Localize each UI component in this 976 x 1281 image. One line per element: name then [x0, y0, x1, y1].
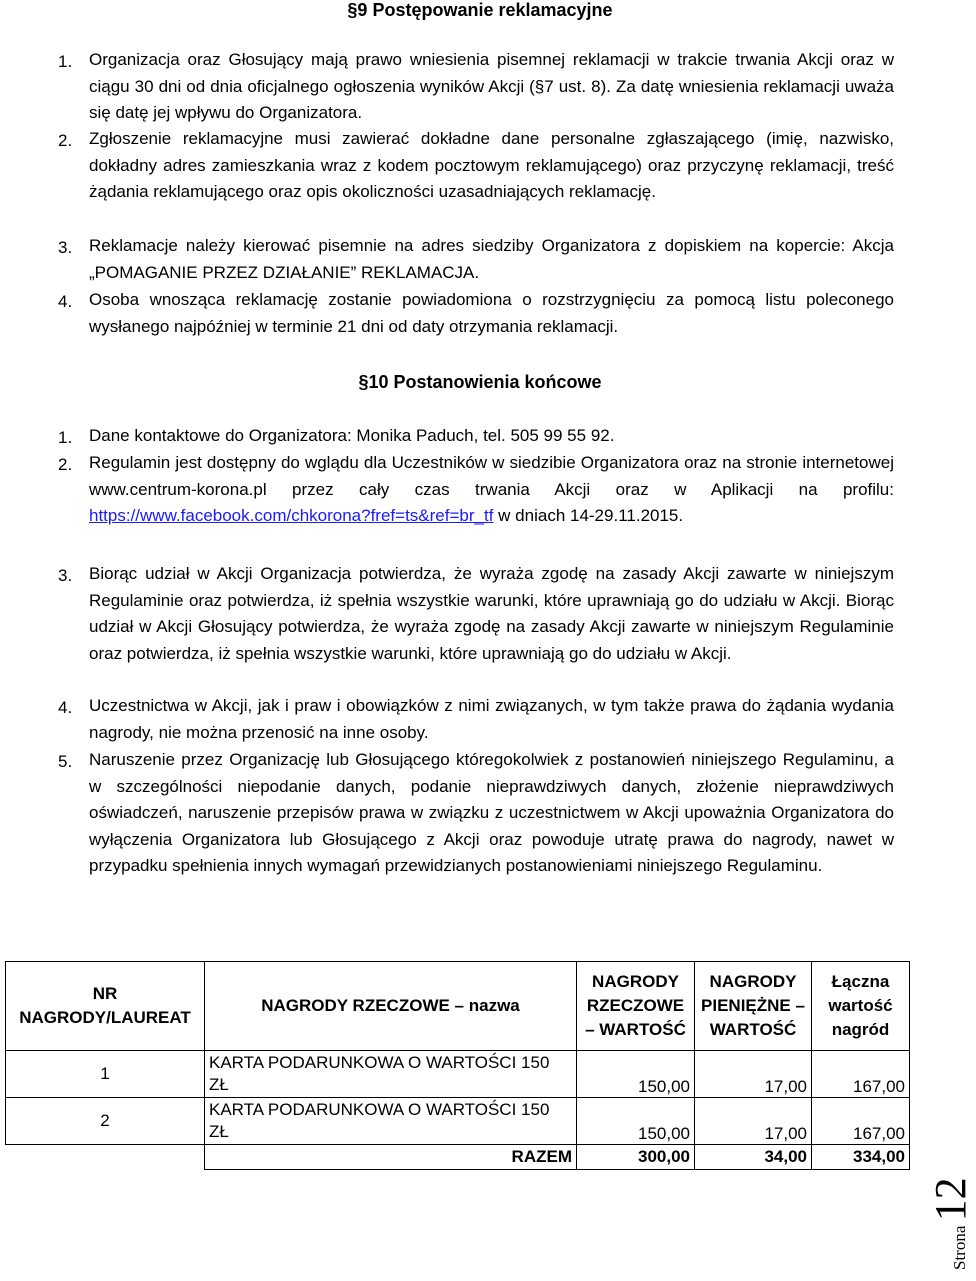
- table-row: [6, 1051, 910, 1098]
- s9-item-4-text: Osoba wnosząca reklamację zostanie powiadomiona o rozstrzygnięciu za pomocą listu poleconego wysłanego najpóźniej w terminie 21 dni od daty otrzymania reklamacji.: [89, 290, 894, 336]
- section-10-title: §10 Postanowienia końcowe: [358, 372, 602, 392]
- s10-item-1-text: Dane kontaktowe do Organizatora: Monika Paduch, tel. 505 99 55 92.: [89, 426, 615, 445]
- row-total: 167,00: [812, 1098, 910, 1145]
- row-cash: 17,00: [695, 1098, 812, 1145]
- page-word: Strona: [950, 1225, 969, 1270]
- sum-empty-cell: [6, 1145, 205, 1170]
- header-nr: NR NAGRODY/LAUREAT: [6, 962, 205, 1051]
- s10-item-5-number: 5.: [58, 752, 73, 771]
- table-header-row: [6, 962, 910, 1051]
- sum-label: RAZEM: [205, 1145, 577, 1170]
- row-value: 150,00: [577, 1051, 695, 1098]
- s10-item-2-text-a: Regulamin jest dostępny do wglądu dla Uczestników w siedzibie Organizatora oraz na stronie internetowej www.centrum-korona.pl przez cały czas trwania Akcji oraz w Aplikacji na profilu:: [89, 453, 894, 499]
- s10-item-3-number: 3.: [58, 566, 73, 585]
- s9-item-3-number: 3.: [58, 238, 73, 257]
- s10-item-1-number: 1.: [58, 428, 73, 447]
- section-9-title: §9 Postępowanie reklamacyjne: [347, 0, 613, 20]
- s9-item-3-text: Reklamacje należy kierować pisemnie na adres siedziby Organizatora z dopiskiem na kopercie: Akcja „POMAGANIE PRZEZ DZIAŁANIE” REKLAMACJA.: [89, 236, 894, 282]
- row-total: 167,00: [812, 1051, 910, 1098]
- s10-item-2-number: 2.: [58, 455, 73, 474]
- row-name: [205, 1051, 577, 1098]
- page-footer: [925, 1177, 976, 1270]
- facebook-profile-link[interactable]: https://www.facebook.com/chkorona?fref=ts&ref=br_tf: [89, 506, 494, 526]
- s10-item-2-text-b: w dniach 14-29.11.2015.: [498, 506, 684, 526]
- table-row: [6, 1098, 910, 1145]
- page-number: 12: [926, 1177, 975, 1222]
- prize-table: [5, 961, 910, 1170]
- row-nr: 2: [6, 1098, 205, 1145]
- header-name: NAGRODY RZECZOWE – nazwa: [205, 962, 577, 1051]
- row-cash: 17,00: [695, 1051, 812, 1098]
- s10-item-4-text: Uczestnictwa w Akcji, jak i praw i obowiązków z nimi związanych, w tym także prawa do żądania wydania nagrody, nie można przenosić na inne osoby.: [89, 696, 894, 742]
- row-name-line-1: KARTA PODARUNKOWA O WARTOŚCI 150: [209, 1100, 550, 1119]
- s10-item-5-text: Naruszenie przez Organizację lub Głosującego któregokolwiek z postanowień niniejszego Regulaminu, a w szczególności niepodanie danych, podanie nieprawdziwych danych, złożenie nieprawdziwych oświadczeń, naruszenie przepisów prawa w związku z uczestnictwem w Akcji upoważnia Organizatora do wyłączenia Organizatora lub Głosującego z Akcji oraz powoduje utratę prawa do nagrody, nawet w przypadku spełnienia innych wymagań przewidzianych postanowieniami niniejszego Regulaminu.: [89, 750, 894, 876]
- sum-value: 300,00: [577, 1145, 695, 1170]
- header-cash: NAGRODY PIENIĘŻNE – WARTOŚĆ: [695, 962, 812, 1051]
- s9-item-1-text: Organizacja oraz Głosujący mają prawo wniesienia pisemnej reklamacji w trakcie trwania Akcji oraz w ciągu 30 dni od dnia oficjalnego ogłoszenia wyników Akcji (§7 ust. 8). Za datę wniesienia reklamacji uważa się datę jej wpływu do Organizatora.: [89, 50, 894, 123]
- row-name: [205, 1098, 577, 1145]
- row-name-line-2: ZŁ: [209, 1122, 229, 1141]
- row-name-line-1: KARTA PODARUNKOWA O WARTOŚCI 150: [209, 1053, 550, 1072]
- s10-item-4-number: 4.: [58, 698, 73, 717]
- s9-item-1-number: 1.: [58, 52, 73, 71]
- sum-cash: 34,00: [695, 1145, 812, 1170]
- s10-item-2-text: [89, 450, 894, 530]
- header-total: Łączna wartość nagród: [812, 962, 910, 1051]
- header-value: NAGRODY RZECZOWE – WARTOŚĆ: [577, 962, 695, 1051]
- table-sum-row: [6, 1145, 910, 1170]
- s9-item-2-text: Zgłoszenie reklamacyjne musi zawierać dokładne dane personalne zgłaszającego (imię, nazwisko, dokładny adres zamieszkania wraz z kodem pocztowym reklamującego) oraz przyczynę reklamacji, treść żądania reklamującego oraz opis okoliczności uzasadniających reklamację.: [89, 129, 894, 202]
- s9-item-2-number: 2.: [58, 131, 73, 150]
- row-nr: 1: [6, 1051, 205, 1098]
- sum-total: 334,00: [812, 1145, 910, 1170]
- row-value: 150,00: [577, 1098, 695, 1145]
- s10-item-3-text: Biorąc udział w Akcji Organizacja potwierdza, że wyraża zgodę na zasady Akcji zawarte w niniejszym Regulaminie oraz potwierdza, iż spełnia wszystkie warunki, które uprawniają go do udziału w Akcji. Biorąc udział w Akcji Głosujący potwierdza, że wyraża zgodę na zasady Akcji zawarte w niniejszym Regulaminie oraz potwierdza, iż spełnia wszystkie warunki, które uprawniają go do udziału w Akcji.: [89, 564, 894, 663]
- s9-item-4-number: 4.: [58, 292, 73, 311]
- row-name-line-2: ZŁ: [209, 1075, 229, 1094]
